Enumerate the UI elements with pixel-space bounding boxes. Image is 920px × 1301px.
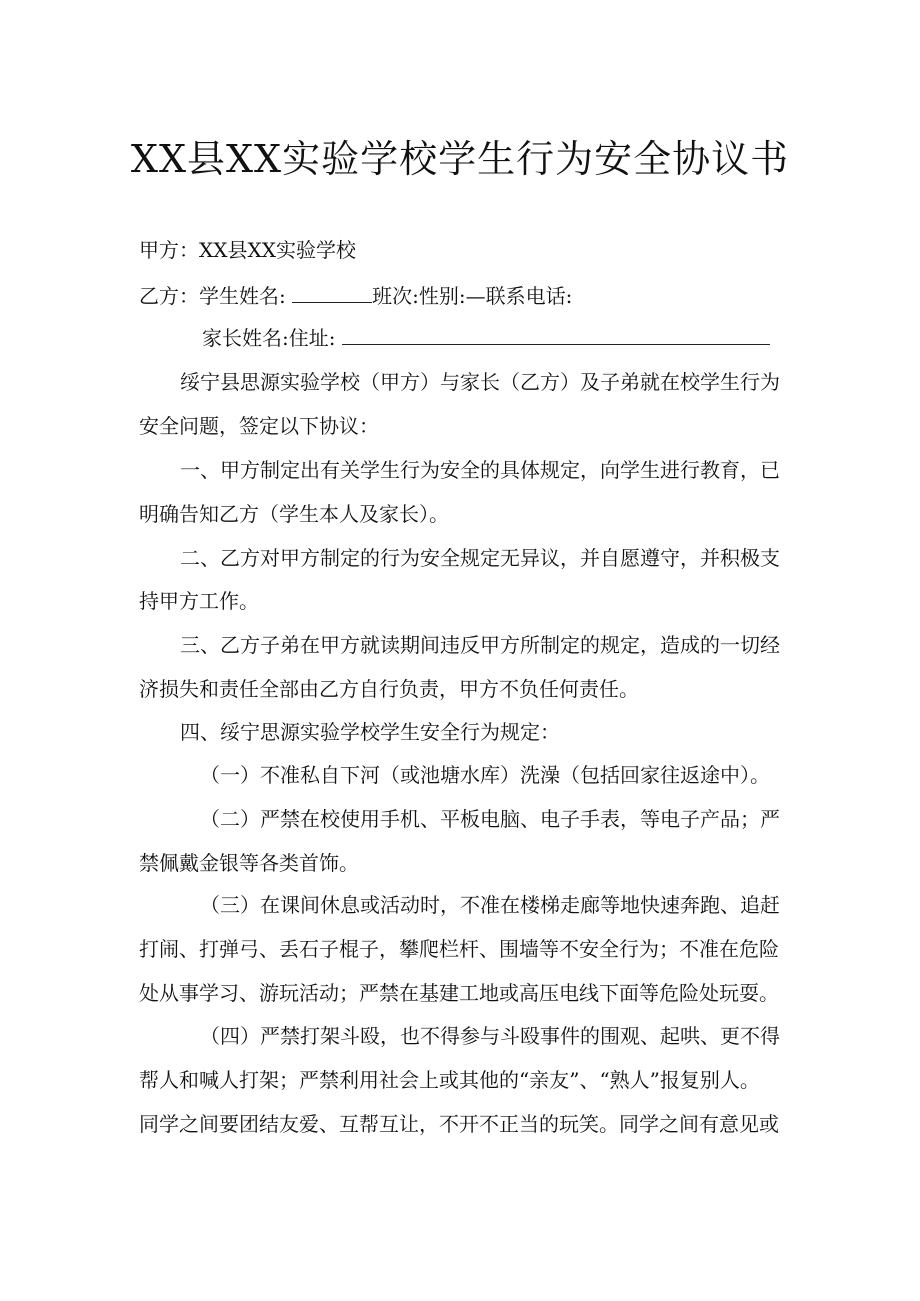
gender-label: 性别: [418, 284, 466, 308]
phone-label: 联系电话: [485, 284, 573, 308]
party-a-value: XX县XX实验学校 [199, 238, 356, 262]
address-blank [342, 326, 770, 345]
body-line: （四）严禁打架斗殴，也不得参与斗殴事件的围观、起哄、更不得 [200, 1024, 780, 1048]
body-line: 二、乙方对甲方制定的行为安全规定无异议，并自愿遵守，并积极支 [180, 546, 780, 570]
body-line: 同学之间要团结友爱、互帮互让，不开不正当的玩笑。同学之间有意见或 [139, 1112, 779, 1136]
party-a-line [139, 236, 799, 264]
parent-line [202, 324, 802, 352]
body-line: 三、乙方子弟在甲方就读期间违反甲方所制定的规定，造成的一切经 [180, 633, 780, 657]
body-line: 持甲方工作。 [139, 589, 259, 613]
class-label: 班次: [372, 284, 419, 308]
body-line: （二）严禁在校使用手机、平板电脑、电子手表，等电子产品；严 [200, 807, 780, 831]
parent-name-label: 家长姓名: [202, 326, 289, 350]
document-title: XX县XX实验学校学生行为安全协议书 [130, 137, 790, 181]
body-line: 帮人和喊人打架；严禁利用社会上或其他的“亲友”、“熟人”报复别人。 [139, 1068, 760, 1092]
party-b-line [139, 282, 799, 310]
body-line: 禁佩戴金银等各类首饰。 [139, 851, 359, 875]
body-line: 一、甲方制定出有关学生行为安全的具体规定，向学生进行教育，已 [180, 458, 780, 482]
body-line: 明确告知乙方（学生本人及家长）。 [139, 502, 449, 526]
body-line: 绥宁县思源实验学校（甲方）与家长（乙方）及子弟就在校学生行为 [180, 370, 780, 394]
party-a-label: 甲方： [139, 238, 199, 262]
body-line: 四、绥宁思源实验学校学生安全行为规定： [180, 720, 560, 744]
address-label: 住址: [288, 326, 336, 350]
body-line: 打闹、打弹弓、丢石子棍子，攀爬栏杆、围墙等不安全行为；不准在危险 [139, 937, 779, 961]
gender-dash: — [465, 284, 486, 308]
student-name-blank [292, 284, 372, 303]
body-line: （一）不准私自下河（或池塘水库）洗澡（包括回家往返途中）。 [200, 763, 770, 787]
body-line: 安全问题，签定以下协议： [139, 414, 379, 438]
body-line: （三）在课间休息或活动时，不准在楼梯走廊等地快速奔跑、追赶 [200, 893, 780, 917]
student-name-label: 学生姓名: [199, 284, 286, 308]
party-b-label: 乙方： [139, 284, 199, 308]
body-line: 济损失和责任全部由乙方自行负责，甲方不负任何责任。 [139, 677, 639, 701]
body-line: 处从事学习、游玩活动；严禁在基建工地或高压电线下面等危险处玩耍。 [139, 981, 779, 1005]
